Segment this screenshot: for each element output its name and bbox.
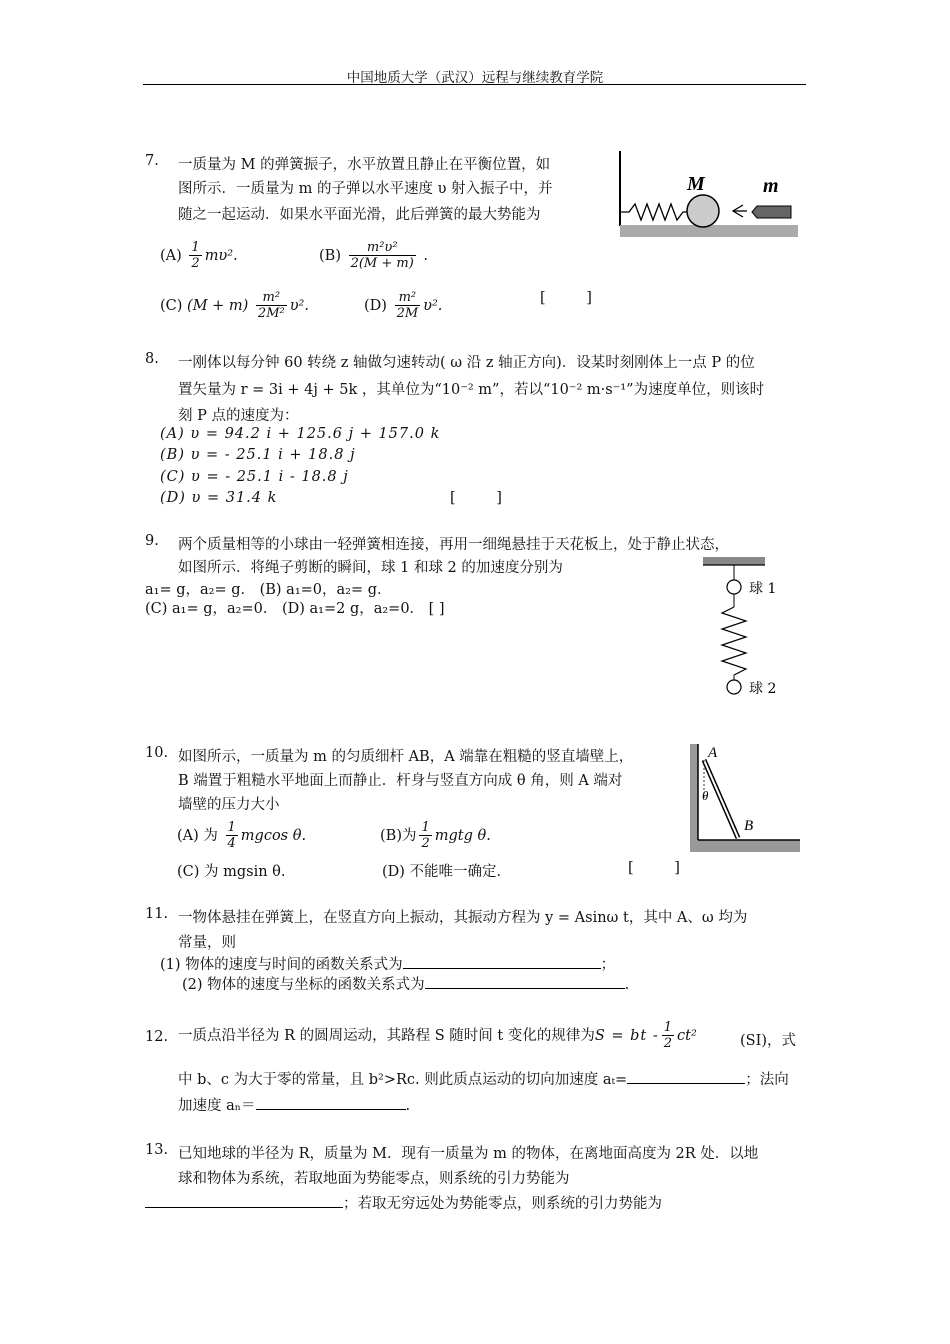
q10-option-c: (C) 为 mgsin θ. [177, 864, 286, 880]
q10-rod-wall-figure [688, 740, 803, 855]
q10-answer-bracket: [ ] [628, 860, 698, 876]
q12-line3 [178, 1094, 410, 1115]
q8-line1: 一刚体以每分钟 60 转绕 z 轴做匀速转动( ω 沿 z 轴正方向)．设某时刻刚体上一点 P 的位 [178, 355, 755, 371]
q11-line4-end: . [624, 977, 630, 993]
q12-line1 [178, 1020, 697, 1052]
q7-option-c [160, 290, 309, 322]
q8-number: 8. [145, 351, 159, 367]
q9-line4: (C) a₁= g，a₂=0． (D) a₁=2 g，a₂=0． [ ] [145, 601, 445, 617]
q11-line1: 一物体悬挂在弹簧上，在竖直方向上振动，其振动方程为 y = Asinω t，其中 A、ω 均为 [178, 910, 748, 926]
q11-line3 [160, 953, 615, 974]
q8-option-c: (C) υ = - 25.1 i - 18.8 j [160, 469, 349, 485]
q11-blank2 [425, 976, 625, 989]
q10-option-d: (D) 不能唯一确定． [382, 864, 512, 880]
q7-a-label: (A) [160, 248, 182, 264]
q11-line4-text: (2) 物体的速度与坐标的函数关系式为 [182, 977, 425, 993]
q13-number: 13. [145, 1142, 169, 1158]
q10-line2: B 端置于粗糙水平地面上而静止．杆身与竖直方向成 θ 角，则 A 端对 [178, 773, 623, 789]
q10-fig-A-label: A [708, 745, 718, 761]
q10-fig-theta-label: θ [702, 788, 709, 803]
q7-option-d [364, 290, 442, 322]
q10-option-a [177, 820, 306, 852]
q10-fig-B-label: B [744, 818, 754, 834]
q8-option-b: (B) υ = - 25.1 i + 18.8 j [160, 447, 356, 463]
page-header: 中国地质大学（武汉）远程与继续教育学院 [346, 70, 604, 86]
q10-a-tail: mgcos θ. [240, 828, 307, 844]
q7-option-b: (B) $\frac{\text{m²υ²}}{2(M + m)}$ . [319, 240, 429, 271]
q7-fig-m-label: m [763, 175, 779, 197]
q12-eq-part2: ct² [677, 1028, 697, 1044]
q7-line1: 一质量为 M 的弹簧振子，水平放置且静止在平衡位置，如 [178, 157, 551, 173]
q13-line3 [145, 1192, 662, 1213]
q10-option-b [380, 820, 491, 852]
q9-hanging-spring-figure [695, 555, 805, 700]
q13-line3-end: ；若取无穷远处为势能零点，则系统的引力势能为 [343, 1196, 662, 1212]
q8-answer-bracket: [ ] [450, 490, 520, 506]
q12-number: 12. [145, 1029, 169, 1045]
q8-option-a: (A) υ = 94.2 i + 125.6 j + 157.0 k [160, 426, 441, 442]
q7-a-fraction: $\frac{1}{2}$ [191, 240, 200, 271]
q10-b-pre: (B)为 [380, 828, 417, 844]
q9-ball2-label: 球 2 [749, 681, 777, 697]
q11-line3-text: (1) 物体的速度与时间的函数关系式为 [160, 957, 403, 973]
q12-eq-part1: S = bt - [594, 1028, 659, 1044]
q10-line3: 墙壁的压力大小 [178, 797, 280, 813]
q12-line2-end: ；法向 [745, 1072, 789, 1088]
q9-line3: a₁= g，a₂= g． (B) a₁=0，a₂= g． [145, 582, 392, 598]
q11-blank1 [403, 956, 601, 969]
q13-line1: 已知地球的半径为 R，质量为 M．现有一质量为 m 的物体，在离地面高度为 2R 处．以地 [178, 1146, 759, 1162]
q12-line3-text: 加速度 aₙ＝ [178, 1098, 256, 1114]
q10-b-tail: mgtg θ. [434, 828, 491, 844]
q13-blank1 [145, 1195, 343, 1208]
q7-line3: 随之一起运动．如果水平面光滑，此后弹簧的最大势能为 [178, 207, 541, 223]
q10-b-fraction: $\frac{1}{2}$ [421, 820, 430, 851]
header-rule [143, 84, 806, 85]
q8-line2: 置矢量为 r = 3i + 4j + 5k ，其单位为“10⁻² m”，若以“10⁻² m·s⁻¹”为速度单位，则该时 [178, 382, 765, 398]
q10-line1: 如图所示，一质量为 m 的匀质细杆 AB，A 端靠在粗糙的竖直墙壁上， [178, 749, 634, 765]
q7-fig-M-label: M [687, 173, 705, 195]
q7-answer-bracket: [ ] [540, 290, 610, 306]
q8-line3: 刻 P 点的速度为： [178, 408, 299, 424]
q7-b-fraction: $\frac{\text{m²υ²}}{2(M + m)}$ [350, 240, 414, 271]
q12-line2 [178, 1068, 789, 1089]
q7-c-fraction: $\frac{\text{m²}}{\text{2M²}}$ [257, 290, 285, 321]
q9-ball1-label: 球 1 [749, 581, 777, 597]
q10-a-fraction: $\frac{1}{4}$ [227, 820, 236, 851]
q10-number: 10. [145, 745, 169, 761]
q7-spring-oscillator-figure [615, 148, 800, 242]
q12-blank2 [256, 1097, 406, 1110]
q7-d-fraction: $\frac{\text{m²}}{2M}$ [396, 290, 419, 321]
q13-line2: 球和物体为系统，若取地面为势能零点，则系统的引力势能为 [178, 1171, 570, 1187]
q7-b-label: (B) [319, 248, 341, 264]
q9-number: 9. [145, 533, 159, 549]
q7-d-tail: υ². [423, 298, 443, 314]
q11-line3-end: ； [600, 957, 616, 973]
q7-number: 7. [145, 153, 159, 169]
q12-line2-text: 中 b、c 为大于零的常量，且 b²>Rc. 则此质点运动的切向加速度 aₜ= [178, 1072, 628, 1088]
q11-line2: 常量，则 [178, 935, 236, 951]
q11-number: 11. [145, 906, 169, 922]
q9-line1: 两个质量相等的小球由一轻弹簧相连接，再用一细绳悬挂于天花板上，处于静止状态， [178, 537, 729, 553]
q7-c-pre: (M + m) [187, 298, 249, 314]
q7-option-a [160, 240, 238, 272]
q7-c-tail: υ². [289, 298, 309, 314]
q12-line3-end: . [405, 1098, 411, 1114]
q7-a-tail: mυ². [204, 248, 238, 264]
q12-blank1 [627, 1071, 745, 1084]
q7-line2: 图所示．一质量为 m 的子弹以水平速度 υ 射入振子中，并 [178, 181, 553, 197]
q7-d-label: (D) [364, 298, 387, 314]
q9-line2: 如图所示．将绳子剪断的瞬间，球 1 和球 2 的加速度分别为 [178, 560, 563, 576]
q12-line1-text: 一质点沿半径为 R 的圆周运动，其路程 S 随时间 t 变化的规律为 [178, 1028, 595, 1044]
q12-line1-end: (SI)，式 [740, 1033, 796, 1049]
q8-option-d: (D) υ = 31.4 k [160, 490, 278, 506]
q11-line4 [182, 973, 629, 994]
q12-fraction: $\frac{1}{2}$ [663, 1020, 673, 1051]
q7-c-label: (C) [160, 298, 183, 314]
q10-a-pre: (A) 为 [177, 828, 218, 844]
